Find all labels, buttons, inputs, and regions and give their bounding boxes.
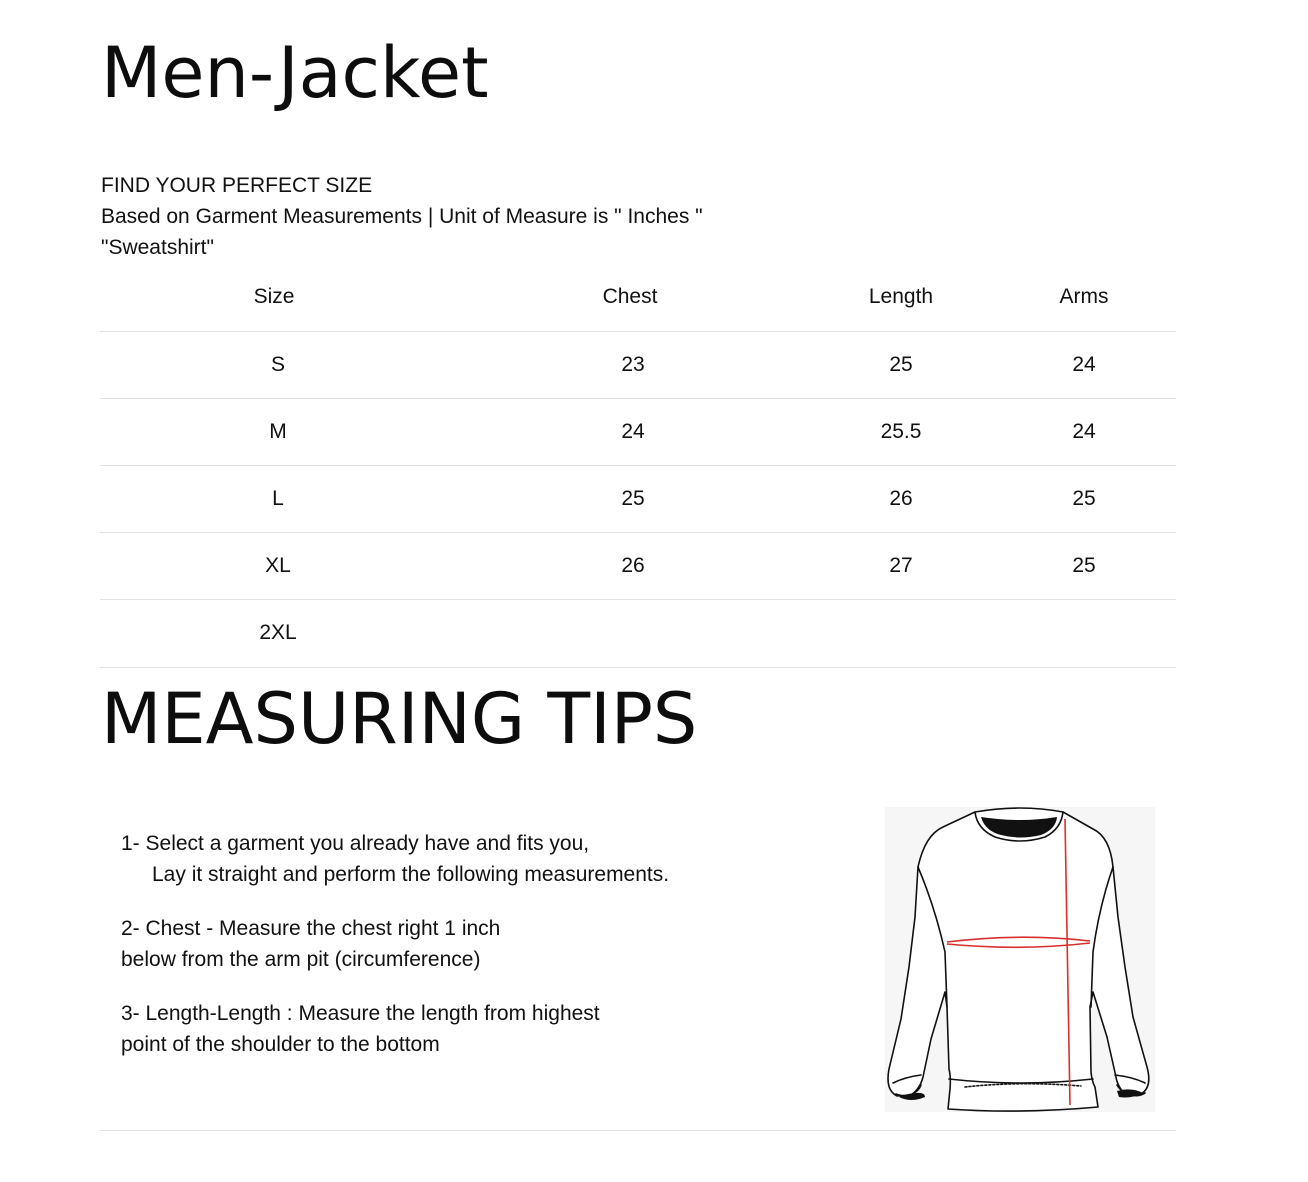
chest-cell: 24 bbox=[621, 419, 645, 443]
arms-cell: 25 bbox=[1072, 553, 1096, 577]
column-header-arms: Arms bbox=[1059, 285, 1109, 309]
table-row bbox=[100, 331, 1176, 398]
intro-heading: FIND YOUR PERFECT SIZE bbox=[101, 174, 373, 197]
sweatshirt-diagram bbox=[885, 807, 1155, 1112]
tip-item bbox=[121, 998, 821, 1060]
size-cell: S bbox=[270, 352, 285, 376]
chest-cell bbox=[456, 599, 810, 667]
length-cell: 27 bbox=[889, 553, 913, 577]
chest-cell: 23 bbox=[621, 352, 645, 376]
column-header-length: Length bbox=[868, 285, 934, 309]
tip-line: 3- Length-Length : Measure the length from highest bbox=[121, 1002, 600, 1025]
intro-measurement-basis: Based on Garment Measurements | Unit of Measure is " Inches " bbox=[101, 205, 703, 228]
table-header-row bbox=[100, 264, 1176, 331]
table-row bbox=[100, 465, 1176, 532]
tip-line: below from the arm pit (circumference) bbox=[121, 948, 481, 971]
size-guide-intro bbox=[101, 170, 703, 263]
tip-line: 2- Chest - Measure the chest right 1 inch bbox=[121, 917, 501, 940]
tip-line: Lay it straight and perform the following measurements. bbox=[152, 863, 670, 886]
size-cell: L bbox=[272, 486, 284, 510]
tip-item bbox=[121, 913, 821, 975]
size-cell: XL bbox=[265, 553, 291, 577]
tip-line: 1- Select a garment you already have and fits you, bbox=[121, 832, 590, 855]
arms-cell bbox=[992, 599, 1176, 667]
bottom-divider bbox=[100, 1130, 1176, 1131]
length-cell: 26 bbox=[889, 486, 913, 510]
tip-item bbox=[121, 828, 821, 890]
column-header-size: Size bbox=[253, 285, 295, 309]
table-row bbox=[100, 398, 1176, 465]
table-row bbox=[100, 599, 1176, 667]
sweatshirt-icon bbox=[885, 807, 1155, 1112]
size-cell: 2XL bbox=[259, 621, 297, 644]
intro-garment-type: "Sweatshirt" bbox=[101, 236, 214, 259]
tip-line: point of the shoulder to the bottom bbox=[121, 1033, 440, 1056]
column-header-chest: Chest bbox=[602, 285, 658, 309]
arms-cell: 24 bbox=[1072, 352, 1096, 376]
table-row bbox=[100, 532, 1176, 599]
size-chart-table bbox=[100, 264, 1176, 668]
chest-cell: 25 bbox=[621, 486, 645, 510]
measuring-tips-list bbox=[121, 828, 821, 1083]
length-cell: 25.5 bbox=[880, 419, 922, 443]
arms-cell: 24 bbox=[1072, 419, 1096, 443]
measuring-tips-title: MEASURING TIPS bbox=[101, 678, 698, 760]
page-title: Men-Jacket bbox=[101, 32, 489, 114]
length-cell: 25 bbox=[889, 352, 913, 376]
arms-cell: 25 bbox=[1072, 486, 1096, 510]
chest-cell: 26 bbox=[621, 553, 645, 577]
length-cell bbox=[810, 599, 992, 667]
size-cell: M bbox=[269, 419, 287, 443]
